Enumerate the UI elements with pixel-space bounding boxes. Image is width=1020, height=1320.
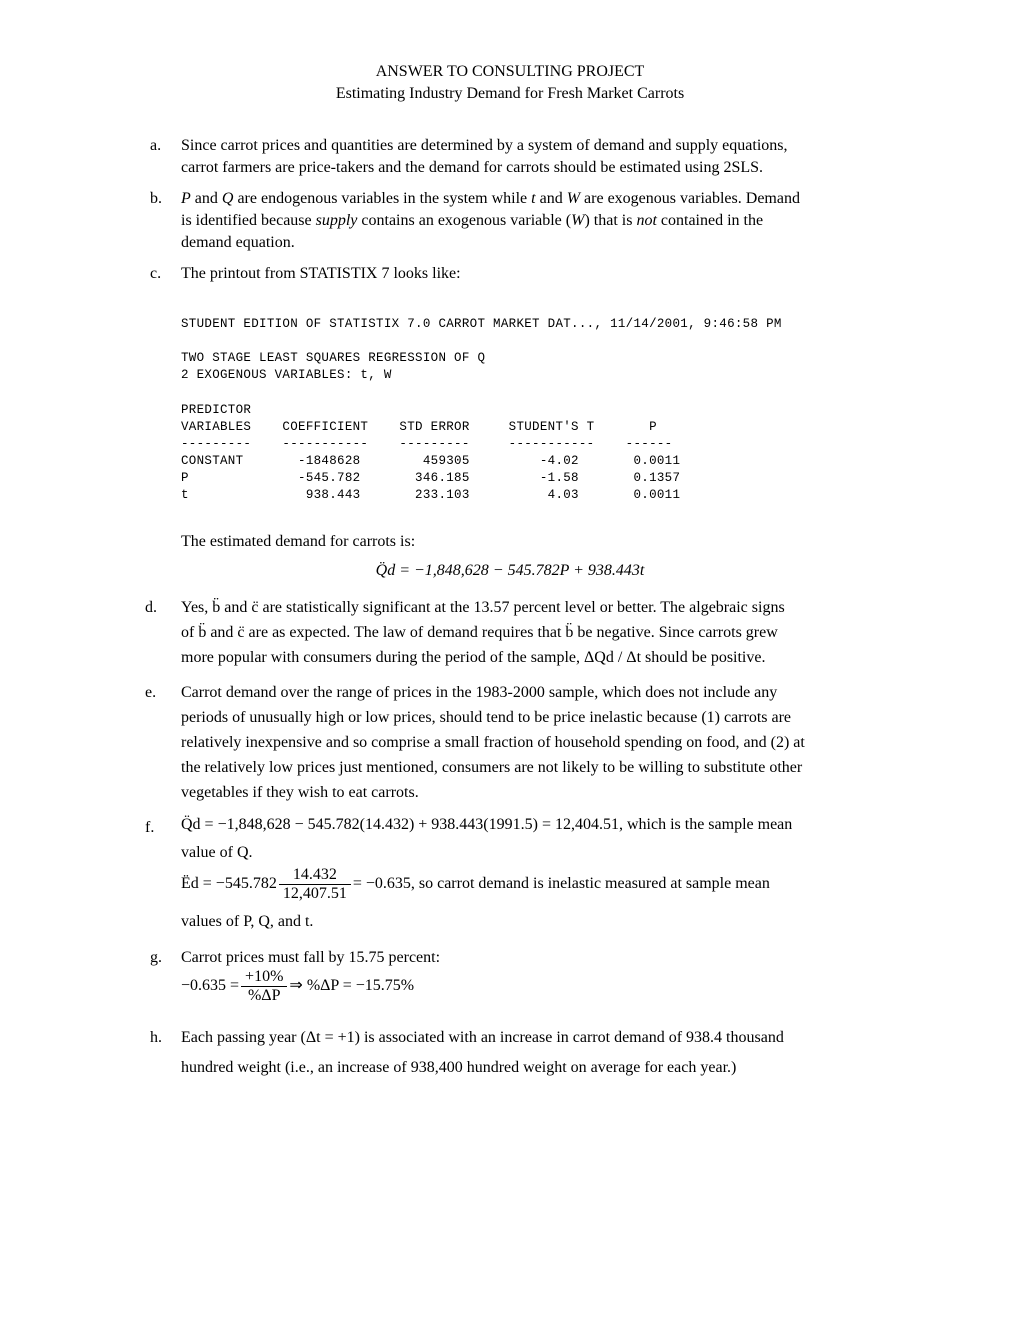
estimated-intro: The estimated demand for carrots is: [181,533,416,550]
var: Q [221,190,234,207]
item-text: Since carrot prices and quantities are determined by a system of demand and supply equations, [181,137,788,154]
fraction [279,866,351,903]
emph: supply [315,212,358,229]
item-text: relatively inexpensive and so comprise a small fraction of household spending on food, and (2) at [181,734,805,751]
text: and [190,190,222,207]
regression-table: PREDICTOR VARIABLES COEFFICIENT STD ERROR STUDENT'S T P --------- ----------- --------- ----------- ------ CONSTANT -1848628 459305 -4.02 0.0011 P -545.782 346.185 -1.58 0.1357 t 938.443 233.103 4.03 0.0011 [181,403,681,502]
text: Each passing year ( [181,1029,306,1046]
denominator: %ΔP [247,987,281,1004]
item-text [181,190,800,208]
emph: not [636,212,657,229]
demand-equation: Q̈d = −1,848,628 − 545.782P + 938.443t [375,562,645,579]
item-text: demand equation. [181,234,295,251]
denominator: 12,407.51 [282,885,347,902]
text: contains an exogenous variable ( [357,212,572,229]
item-label: d. [145,599,157,616]
price-equation [181,968,414,1004]
var: P [181,190,191,207]
item-text: of b̈ and c̈ are as expected. The law of demand requires that b̈ be negative. Since carrots grew [181,624,778,641]
text: Ëd = −545.782 [181,875,277,893]
item-text [181,212,763,230]
text: −0.635 = [181,977,240,995]
elasticity-equation [181,866,770,903]
text: , so carrot demand is inelastic measured at sample mean [410,875,770,893]
printout-line: TWO STAGE LEAST SQUARES REGRESSION OF Q [181,351,486,365]
item-text: carrot farmers are price-takers and the demand for carrots should be estimated using 2SLS. [181,159,764,176]
item-text: vegetables if they wish to eat carrots. [181,784,419,801]
var: W [566,190,581,207]
text: , which is the sample mean [618,816,793,833]
printout-line: 2 EXOGENOUS VARIABLES: t, W [181,368,392,382]
item-label: b. [150,190,162,207]
item-text [181,1029,784,1047]
item-text: more popular with consumers during the period of the sample, ΔQd / Δt should be positive. [181,649,766,666]
item-label: e. [145,684,157,701]
numerator: +10% [241,968,287,987]
text: ) is associated with an increase in carrot demand of 938.4 thousand [354,1029,784,1046]
item-text: Carrot prices must fall by 15.75 percent: [181,949,441,966]
fraction [241,968,287,1004]
text: ) that is [584,212,637,229]
printout-header: STUDENT EDITION OF STATISTIX 7.0 CARROT MARKET DAT..., 11/14/2001, 9:46:58 PM [181,317,782,331]
item-text: value of Q. [181,844,253,861]
item-label: g. [150,949,162,966]
mean-equation: Q̈d = −1,848,628 − 545.782(14.432) + 938.443(1991.5) = 12,404.51 [181,816,619,833]
item-text: periods of unusually high or low prices, should tend to be price inelastic because (1) carrots are [181,709,792,726]
item-text: the relatively low prices just mentioned, consumers are not likely to be willing to substitute other [181,759,803,776]
item-label: f. [145,819,155,836]
text: = −0.635 [352,875,411,893]
numerator: 14.432 [279,866,351,885]
text: is identified because [181,212,316,229]
item-text [181,816,792,834]
item-text: hundred weight (i.e., an increase of 938,400 hundred weight on average for each year.) [181,1059,737,1076]
text: contained in the [656,212,764,229]
delta-t: Δt = +1 [305,1029,355,1046]
text: ⇒ %ΔP = −15.75% [289,977,415,995]
item-label: h. [150,1029,162,1046]
text: are exogenous variables. Demand [580,190,800,207]
text: are endogenous variables in the system while [233,190,532,207]
item-text: values of P, Q, and t. [181,913,314,930]
item-text: The printout from STATISTIX 7 looks like: [181,265,461,282]
item-label: a. [150,137,162,154]
var: t [531,190,536,207]
var: W [571,212,585,229]
item-text: Yes, b̈ and c̈ are statistically significant at the 13.57 percent level or better. The algebraic signs [181,599,785,616]
item-text: Carrot demand over the range of prices in the 1983-2000 sample, which does not include any [181,684,778,701]
item-label: c. [150,265,162,282]
document-title: ANSWER TO CONSULTING PROJECT [375,63,645,80]
text: and [535,190,567,207]
document-subtitle: Estimating Industry Demand for Fresh Market Carrots [335,85,685,102]
